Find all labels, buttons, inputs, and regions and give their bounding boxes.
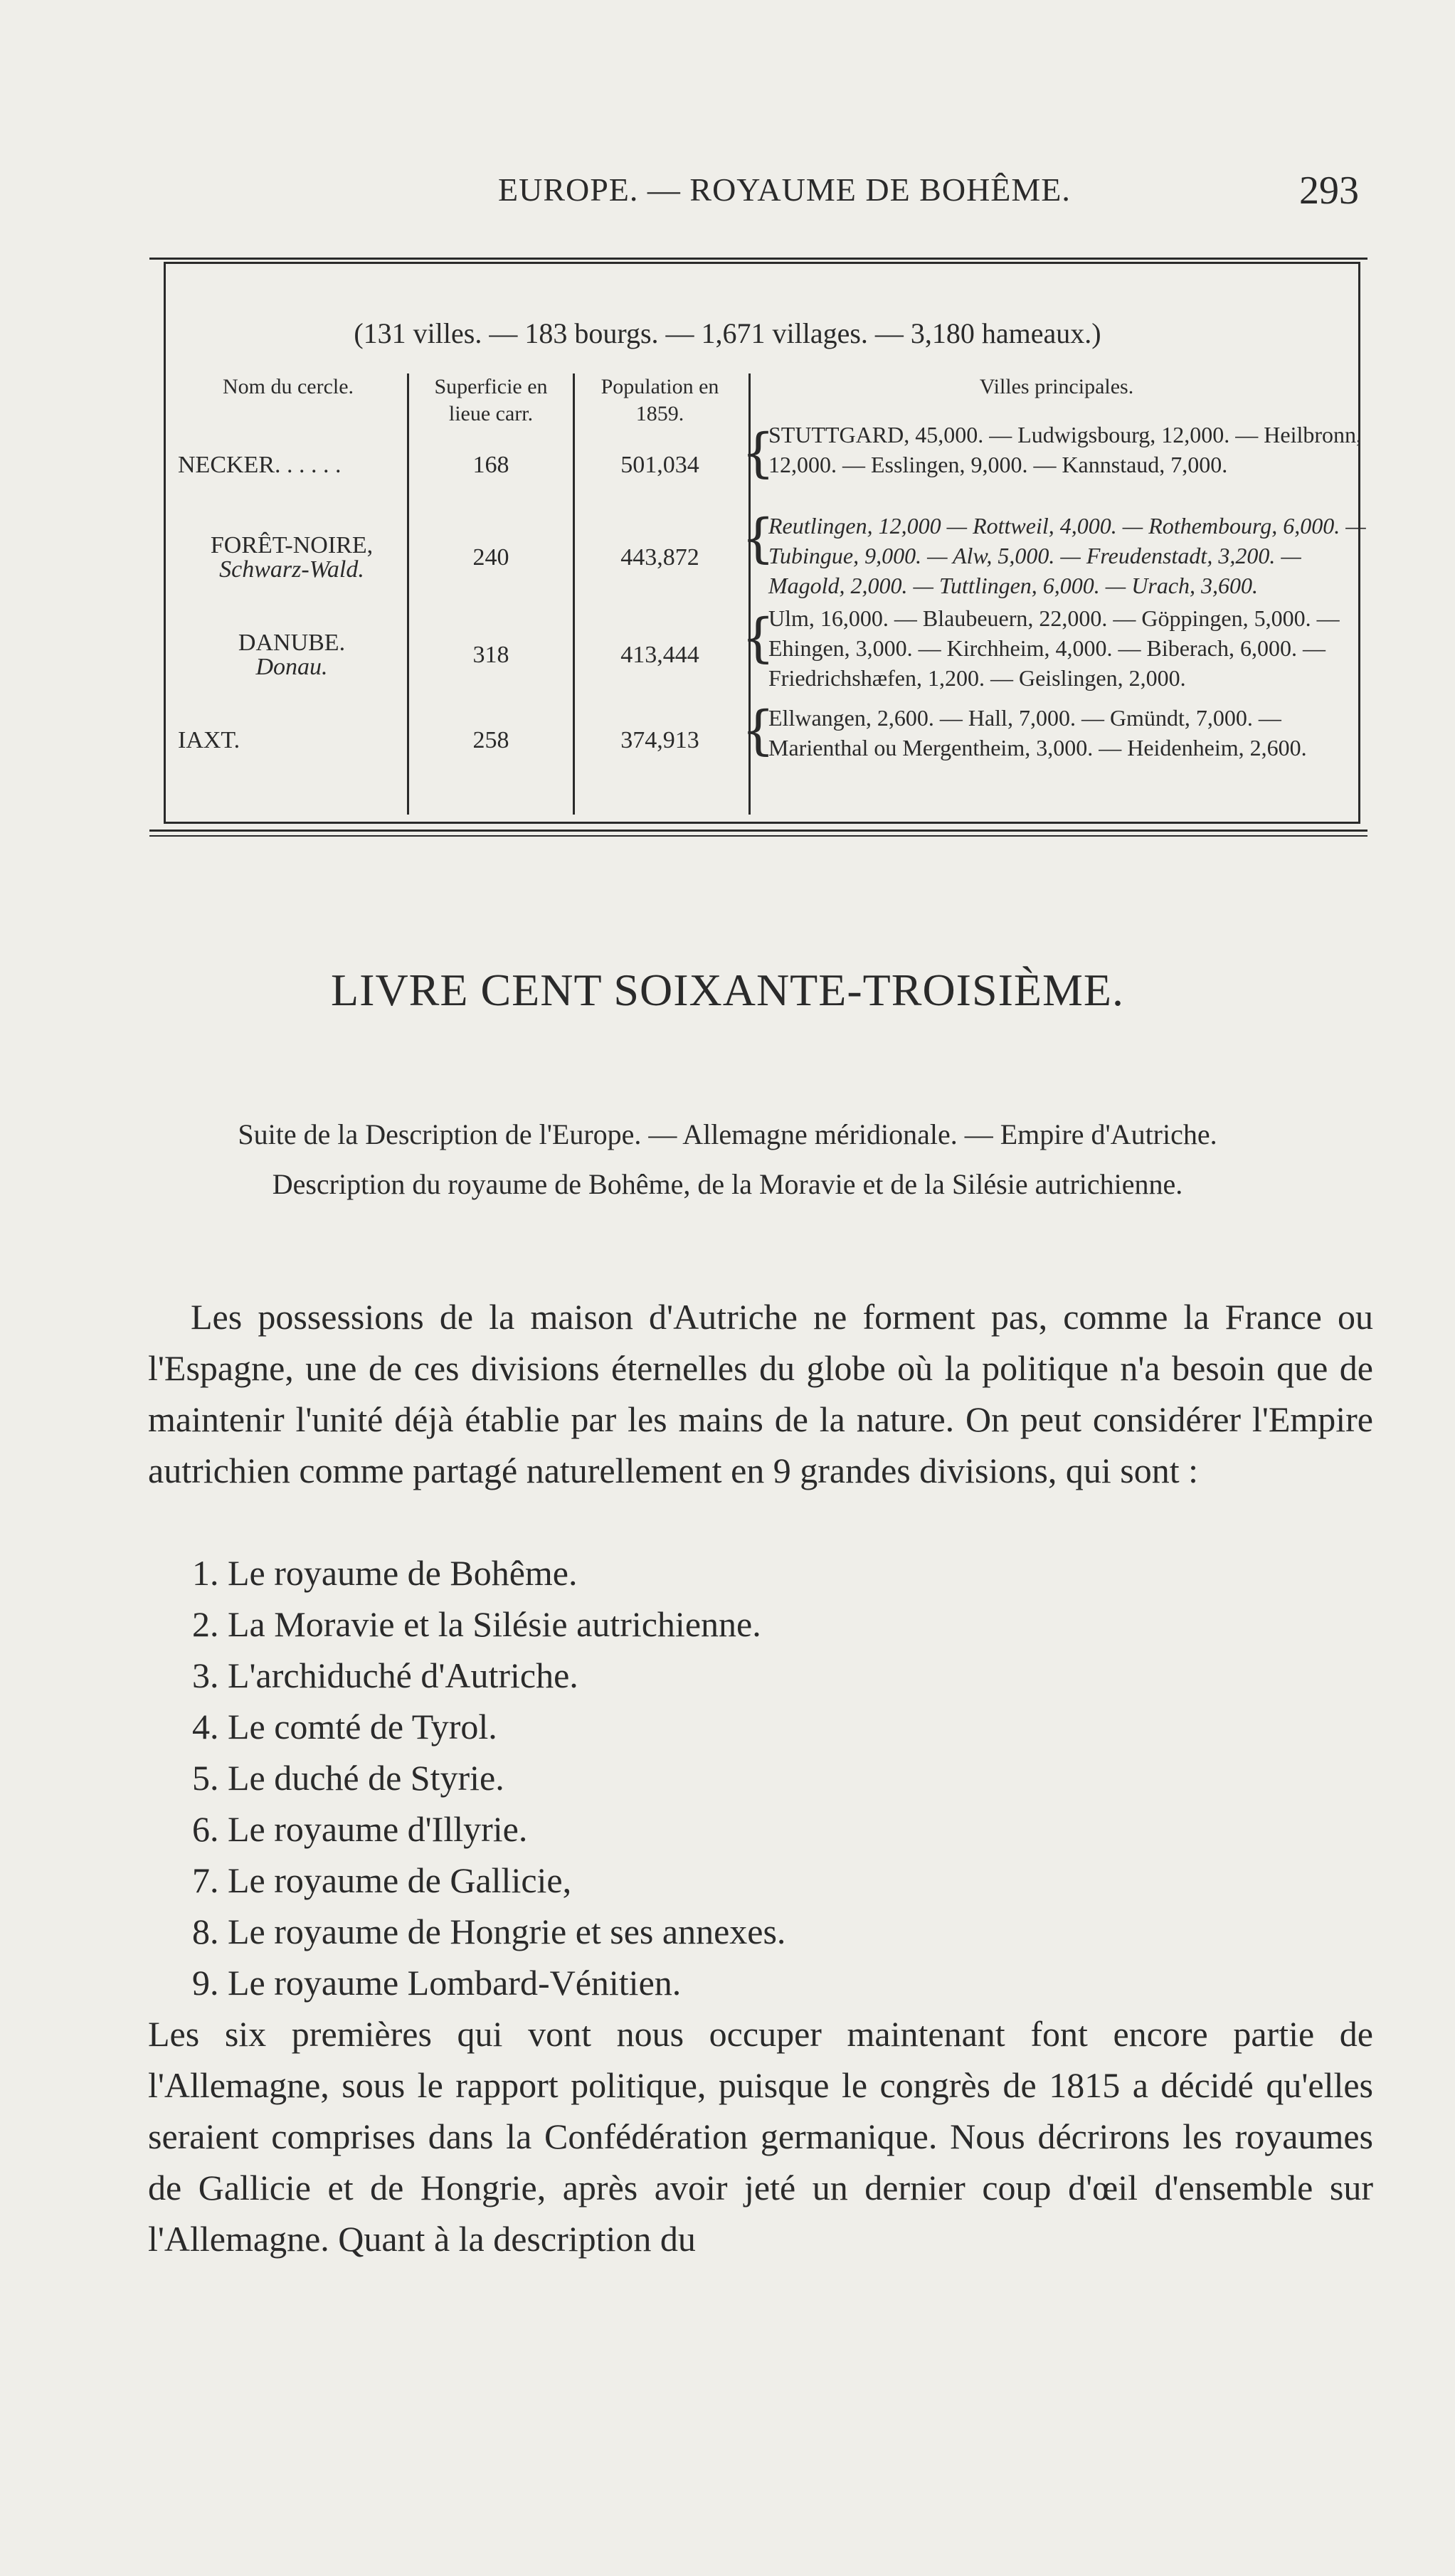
list-item: 5. Le duché de Styrie. (192, 1758, 504, 1798)
table-top-rule (149, 258, 1367, 260)
list-item: 2. La Moravie et la Silésie autrichienne. (192, 1604, 761, 1644)
paragraph-intro: Les possessions de la maison d'Autriche ne forment pas, comme la France ou l'Espagne, une de ces divisions éternelles du globe où la politique n'a besoin que de maintenir l'unité déjà établie par les mains de la nature. On peut considérer l'Empire autrichien comme partagé naturellement en 9 grandes divisions, qui sont : (148, 1297, 1373, 1490)
chapter-summary-line-2: Description du royaume de Bohême, de la Moravie et de la Silésie autrichienne. (272, 1168, 1183, 1200)
row-2-name: FORÊT-NOIRE, (210, 532, 374, 558)
row-3-towns: Ulm, 16,000. — Blaubeuern, 22,000. — Göppingen, 5,000. — Ehingen, 3,000. — Kirchheim, 4,000. — Biberach, 6,000. — Friedrichshæfen, 1,200. — Geislingen, 2,000. (768, 605, 1340, 691)
row-2-towns: Reutlingen, 12,000 — Rottweil, 4,000. — Rothembourg, 6,000. — Tubingue, 9,000. — Alw, 5,000. — Freudenstadt, 3,200. — Magold, 2,000. — Tuttlingen, 6,000. — Urach, 3,600. (768, 513, 1366, 598)
row-2-population: 443,872 (620, 544, 699, 571)
row-3-name: DANUBE. (238, 630, 346, 656)
chapter-summary-line-1: Suite de la Description de l'Europe. — Allemagne méridionale. — Empire d'Autriche. (238, 1118, 1217, 1150)
table-bottom-rule (149, 829, 1367, 832)
row-1-towns: STUTTGARD, 45,000. — Ludwigsbourg, 12,000. — Heilbronn, 12,000. — Esslingen, 9,000. — Kannstaud, 7,000. (768, 422, 1363, 477)
row-1-name: NECKER. . . . . . (178, 452, 342, 478)
table-caption: (131 villes. — 183 bourgs. — 1,671 villages. — 3,180 hameaux.) (354, 317, 1101, 349)
row-3-brace: { (741, 608, 776, 669)
list-item: 1. Le royaume de Bohême. (192, 1553, 578, 1593)
col-sep-2 (573, 373, 575, 815)
col-header-population: Population en 1859. (600, 375, 719, 425)
row-4-brace: { (741, 700, 776, 761)
list-item: 9. Le royaume Lombard-Vénitien. (192, 1963, 682, 2003)
row-4-towns: Ellwangen, 2,600. — Hall, 7,000. — Gmündt, 7,000. — Marienthal ou Mergentheim, 3,000. — Heidenheim, 2,600. (768, 705, 1307, 760)
list-item: 3. L'archiduché d'Autriche. (192, 1655, 578, 1695)
row-2-brace: { (741, 508, 776, 569)
row-2-alt-name: Schwarz-Wald. (219, 556, 364, 583)
col-sep-1 (407, 373, 409, 815)
row-4-population: 374,913 (620, 727, 699, 753)
paragraph-continuation: Les six premières qui vont nous occuper maintenant font encore partie de l'Allemagne, sous le rapport politique, puisque le congrès de 1815 a décidé qu'elles seraient comprises dans la Confédération germanique. Nous décrirons les royaumes de Gallicie et de Hongrie, après avoir jeté un dernier coup d'œil d'ensemble sur l'Allemagne. Quant à la description du (148, 2014, 1373, 2259)
list-item: 7. Le royaume de Gallicie, (192, 1860, 572, 1900)
row-3-alt-name: Donau. (255, 654, 328, 680)
col-header-area: Superficie en lieue carr. (434, 375, 548, 425)
row-2-area: 240 (472, 544, 509, 571)
col-header-name: Nom du cercle. (222, 375, 354, 398)
row-4-area: 258 (472, 727, 509, 753)
list-item: 6. Le royaume d'Illyrie. (192, 1809, 528, 1849)
row-3-population: 413,444 (620, 642, 699, 668)
chapter-summary (0, 1110, 1455, 1209)
list-item: 8. Le royaume de Hongrie et ses annexes. (192, 1912, 786, 1951)
row-1-area: 168 (472, 452, 509, 478)
table-bottom-rule-2 (149, 835, 1367, 837)
page-number: 293 (1299, 169, 1359, 213)
row-1-population: 501,034 (620, 452, 699, 478)
col-header-towns: Villes principales. (979, 375, 1134, 398)
divisions-list (192, 1547, 785, 2008)
running-title: EUROPE. — ROYAUME DE BOHÊME. (498, 171, 1071, 208)
row-4-name: IAXT. (178, 727, 240, 753)
row-1-brace: { (741, 423, 776, 484)
row-3-area: 318 (472, 642, 509, 668)
chapter-title: LIVRE CENT SOIXANTE-TROISIÈME. (331, 965, 1124, 1015)
list-item: 4. Le comté de Tyrol. (192, 1707, 497, 1747)
